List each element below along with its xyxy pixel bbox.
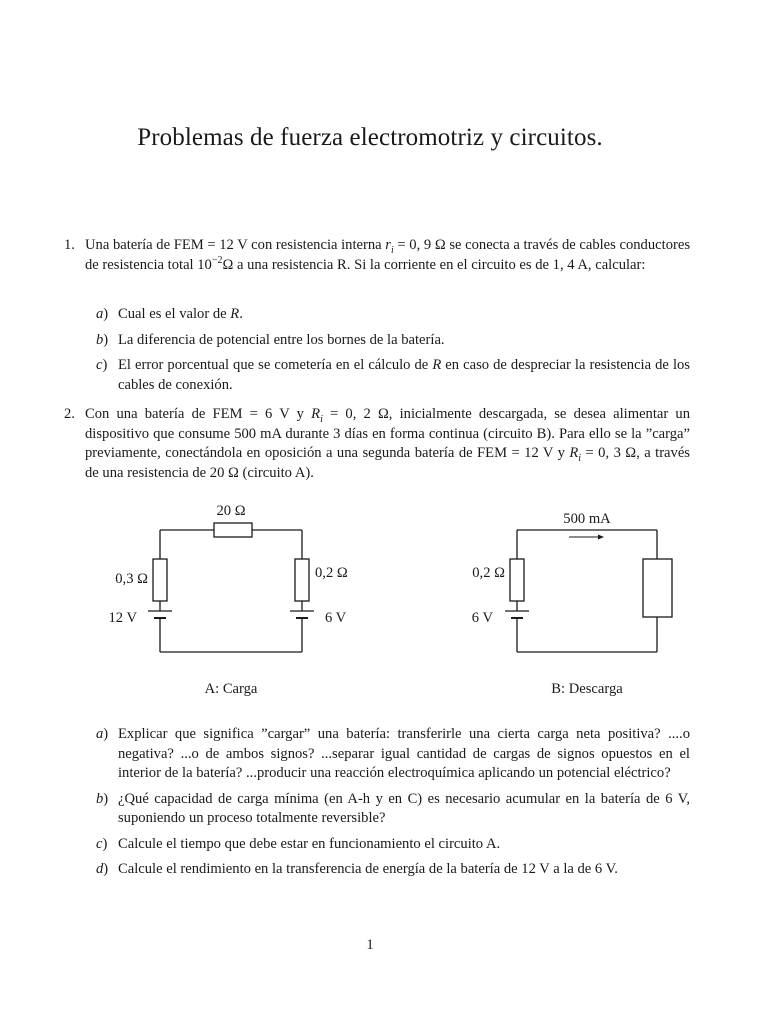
circuit-b [505,530,672,652]
battery-label: 12 V [108,610,137,626]
list-item: a) Cual es el valor de R. [96,306,243,322]
page-title: Problemas de fuerza electromotriz y circuitos. [137,124,603,151]
resistor-label: 20 Ω [216,503,246,519]
page-number: 1 [366,937,374,953]
resistor-label: 0,2 Ω [315,565,348,581]
battery-label: 6 V [471,610,493,626]
arrowhead-icon [598,535,604,540]
current-label: 500 mA [563,511,611,527]
problem-number: 2. [64,406,75,422]
problem-2-items [96,725,690,886]
resistor-label: 0,2 Ω [472,565,505,581]
resistor-20-ohm [214,523,252,537]
list-item: b) ¿Qué capacidad de carga mínima (en A-h y en C) es necesario acumular en la batería de 6 V, suponiendo un proceso totalmente reversible? [96,790,690,826]
problem-1-statement: Una batería de FEM = 12 V con resistencia interna $r_i = 0$, 9 Ω se conecta a través de cables conductores de resistencia total $10^{-2}\Omega$ a una resistencia R. Si la corriente en el circuito es de 1, 4 A, calcular: [85,237,691,273]
resistor-0-2-ohm [295,559,309,601]
problem-number: 1. [64,237,75,253]
resistor-label: 0,3 Ω [115,571,148,587]
resistor-0-3-ohm [153,559,167,601]
list-item: b) La diferencia de potencial entre los bornes de la batería. [96,331,445,348]
problem-2-statement: Con una batería de FEM = 6 V y $R_i = 0$, 2 Ω, inicialmente descargada, se desea alimentar un dispositivo que consume 500 mA durante 3 días en forma continua (circuito B). Para ello se la ”carga” previamente, conectándola en oposición a una segunda batería de FEM = 12 V y $R_i = 0$, 3 Ω, a través de una resistencia de 20 Ω (circuito A). [85,406,690,481]
battery-label: 6 V [325,610,347,626]
resistor-0-2-ohm [510,559,524,601]
load-device [643,559,672,617]
problem-2 [64,405,690,483]
problem-1 [64,236,690,275]
list-item: a) Explicar que significa ”cargar” una batería: transferirle una cierta carga neta positiva? ....o negativa? ...o de ambos signos? ...separar igual cantidad de cargas de signos opuestos en el interior de la batería? ...producir una reacción electroquímica aplicando un potencial eléctrico? [96,726,690,781]
list-item: d) Calcule el rendimiento en la transferencia de energía de la batería de 12 V a la de 6 V. [96,861,618,877]
list-item: c) Calcule el tiempo que debe estar en funcionamiento el circuito A. [96,835,501,852]
circuit-caption: A: Carga [204,681,258,697]
circuit-a [148,523,314,652]
circuit-caption: B: Descarga [551,681,623,697]
problem-1-items [96,305,690,401]
list-item: c) El error porcentual que se cometería en el cálculo de R en caso de despreciar la resistencia de los cables de conexión. [96,357,690,393]
